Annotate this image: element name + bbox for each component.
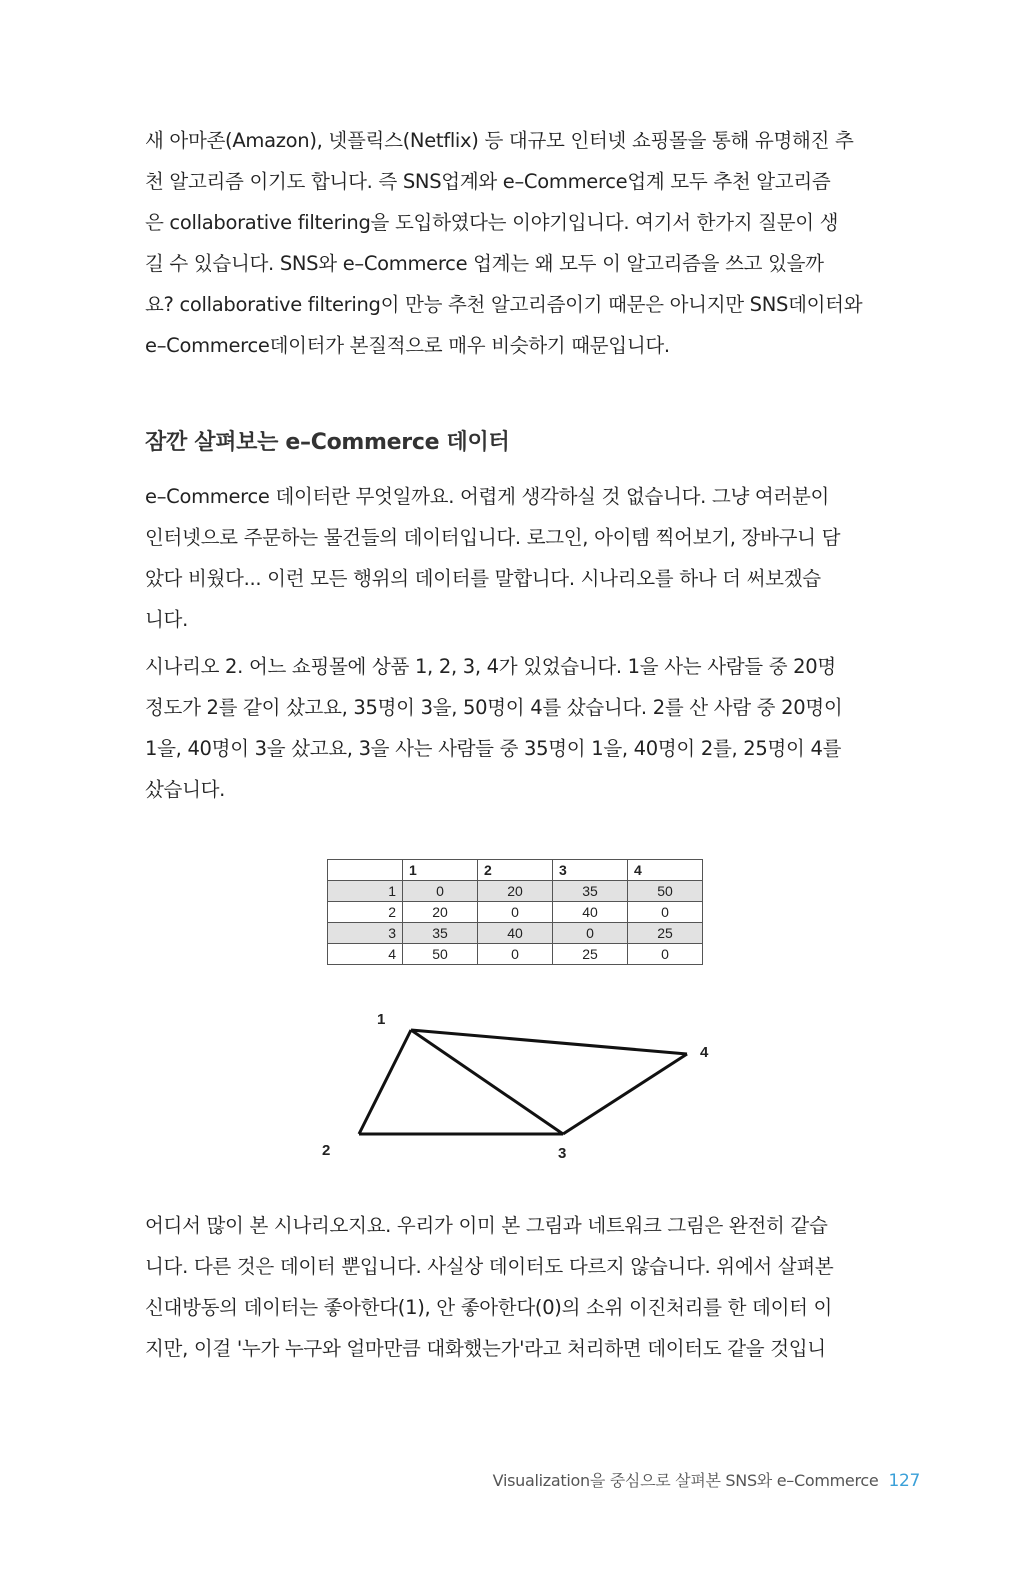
table-corner-cell <box>328 860 403 881</box>
table-row <box>328 902 703 923</box>
table-cell: 35 <box>403 923 478 944</box>
column-header: 2 <box>478 860 553 881</box>
node-label-4: 4 <box>700 1044 709 1061</box>
text-line: 인터넷으로 주문하는 물건들의 데이터입니다. 로그인, 아이템 찍어보기, 장바구니 담 <box>145 526 841 549</box>
footer-title: Visualization을 중심으로 살펴본 SNS와 e–Commerce <box>492 1471 879 1490</box>
node-label-1: 1 <box>377 1011 386 1028</box>
text-line: 새 아마존(Amazon), 넷플릭스(Netflix) 등 대규모 인터넷 쇼핑몰을 통해 유명해진 추 <box>145 129 854 152</box>
table-cell: 20 <box>403 902 478 923</box>
row-header: 3 <box>328 923 403 944</box>
table-cell: 40 <box>478 923 553 944</box>
text-line: 어디서 많이 본 시나리오지요. 우리가 이미 본 그림과 네트워크 그림은 완전히 같습 <box>145 1214 828 1237</box>
text-line: 니다. 다른 것은 데이터 뿐입니다. 사실상 데이터도 다르지 않습니다. 위에서 살펴본 <box>145 1255 834 1278</box>
page-number: 127 <box>888 1471 920 1491</box>
text-line: 은 collaborative filtering을 도입하였다는 이야기입니다. 여기서 한가지 질문이 생 <box>145 211 839 234</box>
page-footer <box>480 1468 920 1491</box>
text-line: 샀습니다. <box>145 778 226 801</box>
network-graph-diagram <box>300 1000 740 1170</box>
text-line: 1을, 40명이 3을 샀고요, 3을 사는 사람들 중 35명이 1을, 40명이 2를, 25명이 4를 <box>145 737 842 760</box>
row-header: 2 <box>328 902 403 923</box>
table-cell: 25 <box>628 923 703 944</box>
text-line: 시나리오 2. 어느 쇼핑몰에 상품 1, 2, 3, 4가 있었습니다. 1을 사는 사람들 중 20명 <box>145 655 836 678</box>
table-cell: 50 <box>403 944 478 965</box>
table-cell: 0 <box>478 944 553 965</box>
table-cell: 20 <box>478 881 553 902</box>
text-line: 천 알고리즘 이기도 합니다. 즉 SNS업계와 e–Commerce업계 모두 추천 알고리즘 <box>145 170 831 193</box>
node-label-3: 3 <box>558 1145 567 1162</box>
paragraph-intro <box>145 120 885 366</box>
paragraph-conclusion <box>145 1205 885 1369</box>
text-line: 니다. <box>145 608 188 631</box>
edge-3-4 <box>563 1054 687 1134</box>
table-cell: 0 <box>628 944 703 965</box>
edge-1-4 <box>411 1030 687 1054</box>
edge-1-3 <box>411 1030 563 1134</box>
text-line: 길 수 있습니다. SNS와 e–Commerce 업계는 왜 모두 이 알고리즘을 쓰고 있을까 <box>145 252 824 275</box>
text-line: 요? collaborative filtering이 만능 추천 알고리즘이기 때문은 아니지만 SNS데이터와 <box>145 293 863 316</box>
table-row <box>328 923 703 944</box>
edge-1-2 <box>359 1030 411 1134</box>
row-header: 1 <box>328 881 403 902</box>
table-cell: 35 <box>553 881 628 902</box>
text-line: 았다 비웠다... 이런 모든 행위의 데이터를 말합니다. 시나리오를 하나 더 써보겠습 <box>145 567 821 590</box>
node-label-2: 2 <box>322 1142 331 1159</box>
text-line: 신대방동의 데이터는 좋아한다(1), 안 좋아한다(0)의 소위 이진처리를 한 데이터 이 <box>145 1296 833 1319</box>
section-heading: 잠깐 살펴보는 e–Commerce 데이터 <box>145 430 510 455</box>
text-line: e–Commerce데이터가 본질적으로 매우 비슷하기 때문입니다. <box>145 334 670 357</box>
table-cell: 25 <box>553 944 628 965</box>
paragraph-ecommerce-data <box>145 476 885 640</box>
row-header: 4 <box>328 944 403 965</box>
table-cell: 40 <box>553 902 628 923</box>
table-cell: 0 <box>628 902 703 923</box>
table-row <box>328 944 703 965</box>
table-cell: 0 <box>478 902 553 923</box>
column-header: 3 <box>553 860 628 881</box>
table-cell: 0 <box>403 881 478 902</box>
paragraph-scenario-2 <box>145 646 885 810</box>
table-cell: 50 <box>628 881 703 902</box>
adjacency-matrix-table <box>327 859 703 965</box>
table-row <box>328 881 703 902</box>
column-header: 1 <box>403 860 478 881</box>
text-line: 지만, 이걸 '누가 누구와 얼마만큼 대화했는가'라고 처리하면 데이터도 같을 것입니 <box>145 1337 826 1360</box>
text-line: e–Commerce 데이터란 무엇일까요. 어렵게 생각하실 것 없습니다. 그냥 여러분이 <box>145 485 830 508</box>
text-line: 정도가 2를 같이 샀고요, 35명이 3을, 50명이 4를 샀습니다. 2를 산 사람 중 20명이 <box>145 696 843 719</box>
table-cell: 0 <box>553 923 628 944</box>
table-header-row <box>328 860 703 881</box>
column-header: 4 <box>628 860 703 881</box>
